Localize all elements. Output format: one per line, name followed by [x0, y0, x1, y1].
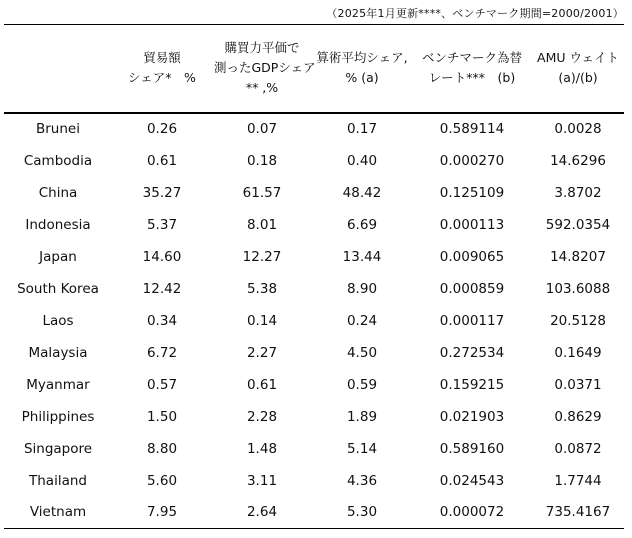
column-header-line: 算術平均シェア,: [316, 50, 408, 66]
amu-weight-cell: 592.0354: [545, 216, 611, 233]
ppp-gdp-share-cell: 12.27: [242, 248, 282, 265]
header-row: [4, 25, 624, 113]
ppp-gdp-share-cell: 2.27: [246, 344, 278, 361]
benchmark-rate-cell: 0.000113: [439, 216, 505, 233]
country-cell: Malaysia: [28, 344, 88, 361]
benchmark-rate-cell: 0.024543: [439, 472, 505, 489]
amu-weight-cell: 3.8702: [554, 184, 602, 201]
column-header-line: % (a): [345, 70, 379, 86]
column-header-line: シェア* %: [128, 70, 196, 86]
table-row: [4, 401, 624, 433]
update-note: （2025年1月更新****、ベンチマーク期間=2000/2001）: [326, 7, 624, 20]
average-share-cell: 0.59: [346, 376, 378, 393]
average-share-cell: 4.50: [346, 344, 378, 361]
benchmark-rate-cell: 0.000072: [412, 497, 532, 529]
amu-weight-cell: 20.5128: [550, 312, 606, 329]
column-header-amu-weight: [532, 25, 624, 113]
average-share-cell: 0.40: [346, 152, 378, 169]
table-row: [4, 433, 624, 465]
trade-share-cell: 12.42: [142, 280, 182, 297]
trade-share-cell: 0.57: [146, 376, 178, 393]
amu-weight-table: [4, 24, 624, 529]
amu-weight-cell: 735.4167: [532, 497, 624, 529]
table-row: [4, 337, 624, 369]
table-row: [4, 465, 624, 497]
ppp-gdp-share-cell: 0.61: [246, 376, 278, 393]
column-header-line: AMU ウェイト: [537, 50, 619, 66]
amu-weight-cell: 0.0371: [554, 376, 602, 393]
amu-weight-cell: 1.7744: [554, 472, 602, 489]
trade-share-cell: 14.60: [142, 248, 182, 265]
column-header-line: レート*** (b): [428, 70, 516, 86]
country-cell: Singapore: [23, 440, 93, 457]
table-body: [4, 113, 624, 529]
trade-share-cell: 5.37: [146, 216, 178, 233]
benchmark-rate-cell: 0.000859: [439, 280, 505, 297]
country-cell: Vietnam: [4, 497, 112, 529]
trade-share-cell: 0.34: [146, 312, 178, 329]
amu-weight-cell: 103.6088: [545, 280, 611, 297]
trade-share-cell: 0.61: [146, 152, 178, 169]
column-header-line: 貿易額: [143, 50, 181, 66]
benchmark-rate-cell: 0.272534: [439, 344, 505, 361]
benchmark-rate-cell: 0.021903: [439, 408, 505, 425]
country-cell: Cambodia: [23, 152, 93, 169]
average-share-cell: 4.36: [346, 472, 378, 489]
trade-share-cell: 5.60: [146, 472, 178, 489]
table-row: [4, 241, 624, 273]
column-header-line: ** ,%: [245, 80, 279, 96]
average-share-cell: 5.30: [312, 497, 412, 529]
ppp-gdp-share-cell: 0.07: [246, 121, 278, 137]
country-cell: South Korea: [17, 280, 99, 297]
average-share-cell: 6.69: [346, 216, 378, 233]
column-header-benchmark-rate: [412, 25, 532, 113]
benchmark-rate-cell: 0.589160: [439, 440, 505, 457]
ppp-gdp-share-cell: 2.64: [212, 497, 312, 529]
average-share-cell: 5.14: [346, 440, 378, 457]
benchmark-rate-cell: 0.159215: [439, 376, 505, 393]
ppp-gdp-share-cell: 1.48: [246, 440, 278, 457]
trade-share-cell: 1.50: [146, 408, 178, 425]
country-cell: Indonesia: [25, 216, 91, 233]
average-share-cell: 1.89: [346, 408, 378, 425]
amu-weight-cell: 0.8629: [554, 408, 602, 425]
ppp-gdp-share-cell: 2.28: [246, 408, 278, 425]
amu-weight-cell: 0.1649: [554, 344, 602, 361]
table-row: [4, 497, 624, 529]
average-share-cell: 13.44: [342, 248, 382, 265]
table-row: [4, 145, 624, 177]
average-share-cell: 0.24: [346, 312, 378, 329]
country-cell: Thailand: [29, 472, 87, 489]
amu-weight-cell: 14.8207: [550, 248, 606, 265]
column-header-ppp-gdp-share: [212, 25, 316, 113]
ppp-gdp-share-cell: 8.01: [246, 216, 278, 233]
amu-weight-cell: 0.0028: [554, 121, 602, 137]
table-row: [4, 369, 624, 401]
column-header-average-share: [312, 25, 412, 113]
table-row: [4, 177, 624, 209]
country-cell: Laos: [42, 312, 74, 329]
table-row: [4, 273, 624, 305]
column-header-country: [4, 25, 112, 113]
trade-share-cell: 35.27: [142, 184, 182, 201]
trade-share-cell: 0.26: [146, 121, 178, 137]
table-row: [4, 209, 624, 241]
country-cell: Myanmar: [26, 376, 90, 393]
country-cell: Brunei: [36, 121, 80, 137]
benchmark-rate-cell: 0.125109: [439, 184, 505, 201]
trade-share-cell: 8.80: [146, 440, 178, 457]
ppp-gdp-share-cell: 5.38: [246, 280, 278, 297]
column-header-line: ベンチマーク為替: [421, 50, 522, 66]
country-cell: Japan: [39, 248, 77, 265]
amu-weight-cell: 0.0872: [554, 440, 602, 457]
country-cell: China: [38, 184, 78, 201]
table-header: [4, 25, 624, 113]
benchmark-rate-cell: 0.589114: [439, 121, 505, 137]
ppp-gdp-share-cell: 0.18: [246, 152, 278, 169]
table-row: [4, 113, 624, 145]
benchmark-rate-cell: 0.009065: [439, 248, 505, 265]
column-header-line: 購買力平価で: [224, 40, 300, 56]
ppp-gdp-share-cell: 3.11: [246, 472, 278, 489]
average-share-cell: 0.17: [346, 121, 378, 137]
trade-share-cell: 6.72: [146, 344, 178, 361]
average-share-cell: 48.42: [342, 184, 382, 201]
benchmark-rate-cell: 0.000117: [439, 312, 505, 329]
column-header-line: (a)/(b): [558, 70, 598, 86]
column-header-line: 測ったGDPシェア: [214, 60, 316, 76]
trade-share-cell: 7.95: [112, 497, 212, 529]
amu-weight-cell: 14.6296: [550, 152, 606, 169]
average-share-cell: 8.90: [346, 280, 378, 297]
column-header-trade-share: [112, 25, 212, 113]
country-cell: Philippines: [21, 408, 95, 425]
benchmark-rate-cell: 0.000270: [439, 152, 505, 169]
table-row: [4, 305, 624, 337]
ppp-gdp-share-cell: 0.14: [246, 312, 278, 329]
amu-weight-table-container: [4, 24, 624, 529]
ppp-gdp-share-cell: 61.57: [242, 184, 282, 201]
